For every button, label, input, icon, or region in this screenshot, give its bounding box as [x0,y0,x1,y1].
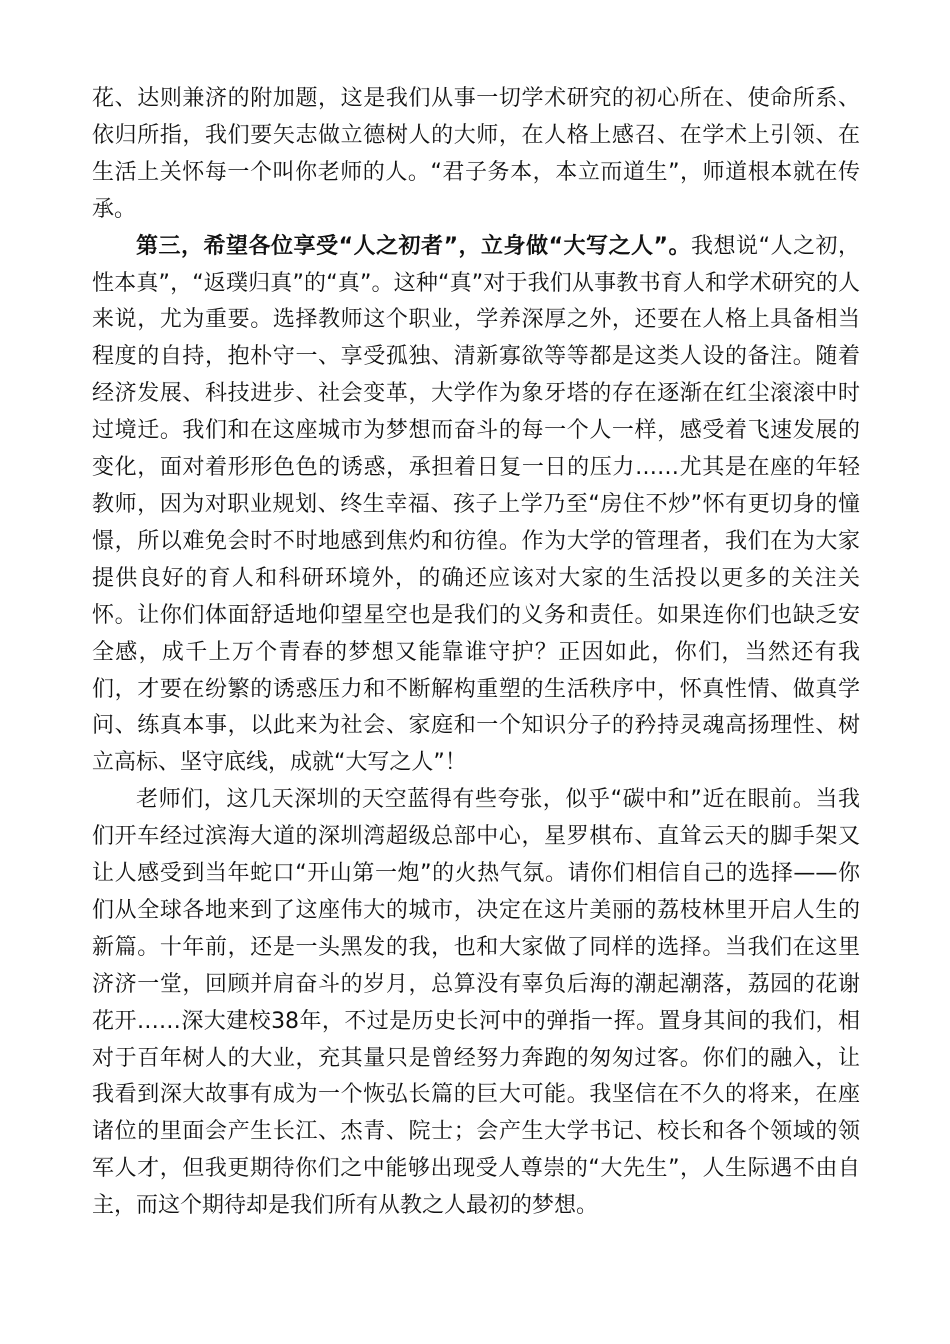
paragraph-closing [92,782,860,1225]
paragraph-text: 老师们，这几天深圳的天空蓝得有些夸张，似乎“碳中和”近在眼前。当我们开车经过滨海大道的深圳湾超级总部中心，星罗棋布、直耸云天的脚手架又让人感受到当年蛇口“开山第一炮”的火热气氛。请你们相信自己的选择——你们从全球各地来到了这座伟大的城市，决定在这片美丽的荔枝林里开启人生的新篇。十年前，还是一头黑发的我，也和大家做了同样的选择。当我们在这里济济一堂，回顾并肩奋斗的岁月，总算没有辜负后海的潮起潮落，荔园的花谢花开……深大建校38年，不过是历史长河中的弹指一挥。置身其间的我们，相对于百年树人的大业，充其量只是曾经努力奔跑的匆匆过客。你们的融入，让我看到深大故事有成为一个恢弘长篇的巨大可能。我坚信在不久的将来，在座诸位的里面会产生长江、杰青、院士；会产生大学书记、校长和各个领域的领军人才，但我更期待你们之中能够出现受人尊崇的“大先生”，人生际遇不由自主，而这个期待却是我们所有从教之人最初的梦想。 [92,787,860,1219]
paragraph-text: 花、达则兼济的附加题，这是我们从事一切学术研究的初心所在、使命所系、依归所指，我们要矢志做立德树人的大师，在人格上感召、在学术上引领、在生活上关怀每一个叫你老师的人。“君子务本，本立而道生”，师道根本就在传承。 [92,86,860,222]
paragraph-continuation [92,81,860,229]
paragraph-text: 我想说“人之初，性本真”，“返璞归真”的“真”。这种“真”对于我们从事教书育人和学术研究的人来说，尤为重要。选择教师这个职业，学养深厚之外，还要在人格上具备相当程度的自持，抱朴守一、享受孤独、清新寡欲等等都是这类人设的备注。随着经济发展、科技进步、社会变革，大学作为象牙塔的存在逐渐在红尘滚滚中时过境迁。我们和在这座城市为梦想而奋斗的每一个人一样，感受着飞速发展的变化，面对着形形色色的诱惑，承担着日复一日的压力……尤其是在座的年轻教师，因为对职业规划、终生幸福、孩子上学乃至“房住不炒”怀有更切身的憧憬，所以难免会时不时地感到焦灼和彷徨。作为大学的管理者，我们在为大家提供良好的育人和科研环境外，的确还应该对大家的生活投以更多的关注关怀。让你们体面舒适地仰望星空也是我们的义务和责任。如果连你们也缺乏安全感，成千上万个青春的梦想又能靠谁守护？正因如此，你们，当然还有我们，才要在纷繁的诱惑压力和不断解构重塑的生活秩序中，怀真性情、做真学问、练真本事，以此来为社会、家庭和一个知识分子的矜持灵魂高扬理性、树立高标、坚守底线，成就“大写之人”！ [92,233,860,776]
document-page [92,81,860,1225]
paragraph-lead-heading: 第三，希望各位享受“人之初者”，立身做“大写之人”。 [136,233,692,259]
paragraph-point-three [92,229,860,783]
